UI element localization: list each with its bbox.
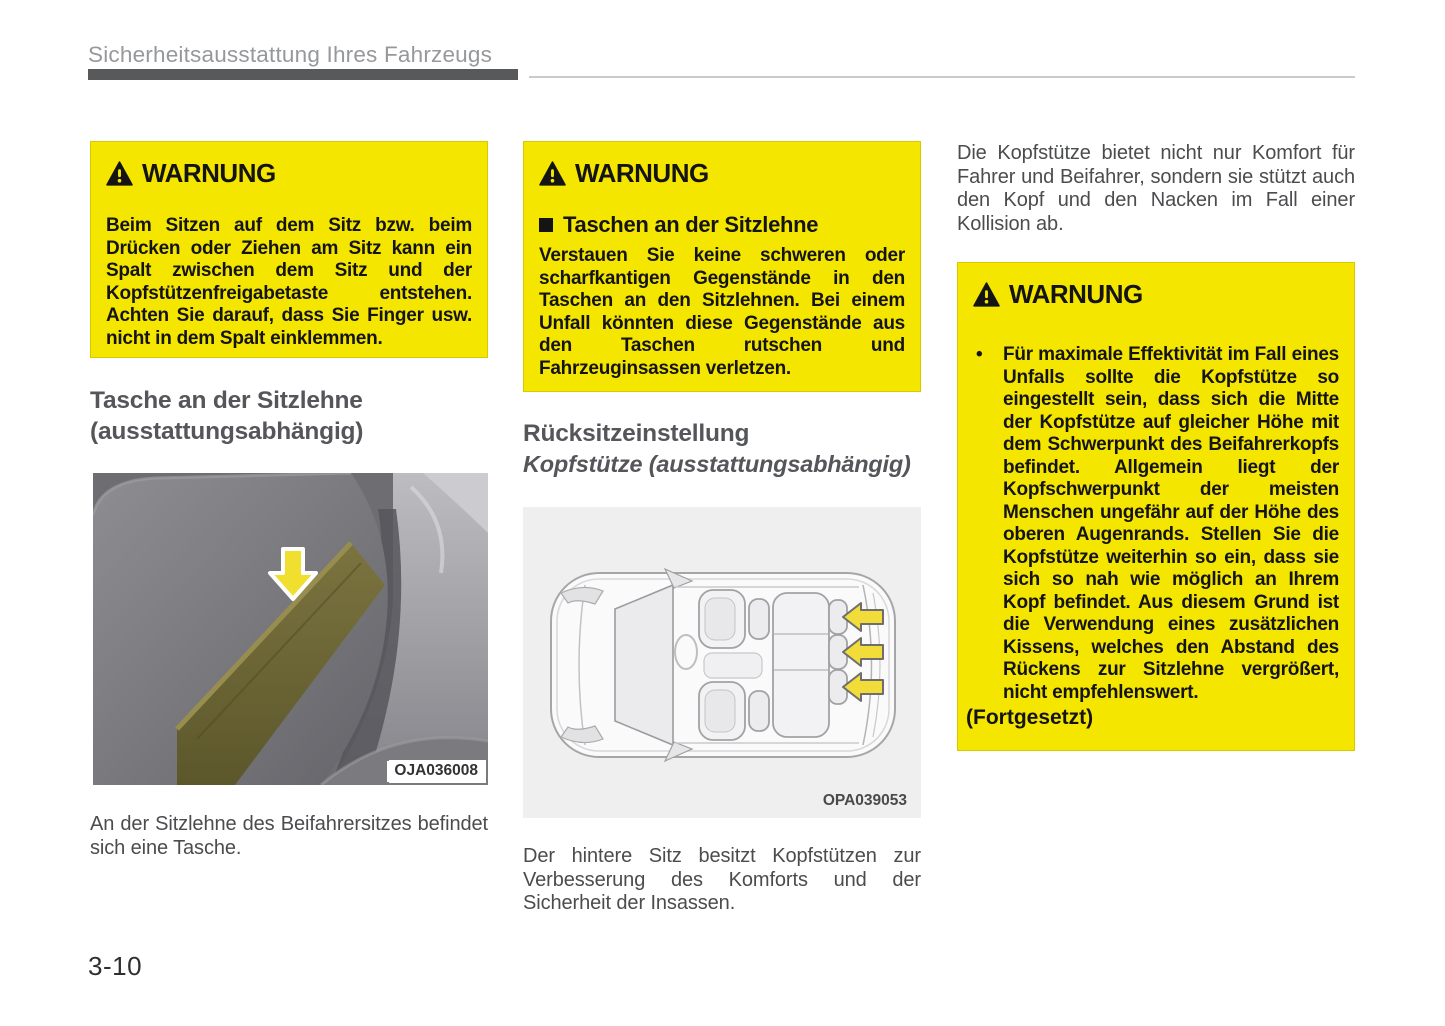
warning-triangle-icon	[106, 161, 133, 186]
figure-code: OJA036008	[387, 761, 485, 782]
warning-box-seatback-pockets	[523, 141, 921, 392]
warning-continued-label: (Fortgesetzt)	[966, 706, 1094, 729]
warning-box-seat-gap	[90, 141, 488, 358]
warning-header	[539, 158, 905, 189]
square-bullet-icon	[539, 218, 553, 232]
page-title: Sicherheitsausstattung Ihres Fahrzeugs	[88, 42, 493, 67]
warning-box-headrest	[957, 262, 1355, 751]
caption-rear-seat: Der hintere Sitz besitzt Kopfstützen zur Verbesserung des Komforts und der Sicherheit der Insassen.	[523, 845, 921, 915]
arrow-left-icons	[843, 603, 883, 701]
warning-subheading-row	[539, 212, 905, 238]
figure-code: OPA039053	[822, 792, 907, 809]
warning-header	[973, 279, 1339, 310]
warning-text: Verstauen Sie keine schweren oder scharfkantigen Gegenstände in den Taschen an den Sitzlehnen. Bei einem Unfall könnten diese Gegenstände aus den Taschen rutschen und Fahrzeuginsassen verletzen.	[539, 245, 905, 379]
section-heading-pocket: Tasche an der Sitzlehne (ausstattungsabhängig)	[90, 387, 364, 445]
header-bar	[88, 69, 518, 80]
warning-header	[106, 158, 472, 189]
subsection-heading-headrest: Kopfstütze (ausstattungsabhängig)	[523, 451, 911, 477]
section-heading-rear-seat: Rücksitzeinstellung	[523, 420, 750, 447]
bullet-icon: •	[976, 344, 983, 365]
caption-pocket: An der Sitzlehne des Beifahrersitzes befindet sich eine Tasche.	[90, 813, 488, 859]
car-top-view-diagram	[523, 507, 921, 818]
warning-title: WARNUNG	[1009, 279, 1143, 309]
warning-triangle-icon	[973, 282, 1000, 307]
warning-text: Für maximale Effektivität im Fall eines Unfalls sollte die Kopfstütze so eingestellt sein, dass sich die Mitte der Kopfstütze auf gleicher Höhe mit dem Schwerpunkt des Beifahrerkopfs befindet. Allgemein liegt der Kopfschwerpunkt der meisten Menschen ungefähr auf der Höhe des oberen Augenrands. Stellen Sie die Kopfstütze weiterhin so ein, dass sie sich so nah wie möglich an Ihrem Kopf befindet. Aus diesem Grund ist die Verwendung eines zusätzlichen Kissens, welches den Abstand des Rückens zur Sitzlehne vergrößert, nicht empfehlenswert.	[1003, 344, 1339, 703]
warning-triangle-icon	[539, 161, 566, 186]
intro-headrest-text: Die Kopfstütze bietet nicht nur Komfort für Fahrer und Beifahrer, sondern sie stützt auch den Kopf und den Nacken im Fall einer Kollision ab.	[957, 142, 1355, 236]
warning-text: Beim Sitzen auf dem Sitz bzw. beim Drücken oder Ziehen am Sitz kann ein Spalt zwischen dem Sitz und der Kopfstützenfreigabetaste entstehen. Achten Sie darauf, dass Sie Finger usw. nicht in dem Spalt einklemmen.	[106, 215, 472, 349]
warning-subheading: Taschen an der Sitzlehne	[563, 212, 819, 237]
page-number: 3-10	[88, 951, 143, 981]
warning-title: WARNUNG	[575, 158, 709, 188]
warning-title: WARNUNG	[142, 158, 276, 188]
figure-seat-back-pocket	[93, 473, 488, 785]
figure-car-top-view	[523, 507, 921, 818]
warning-bullet-item	[973, 344, 1339, 704]
header-rule	[529, 76, 1355, 78]
front-seats	[699, 590, 769, 740]
seat-back-pocket-photo	[93, 473, 488, 785]
